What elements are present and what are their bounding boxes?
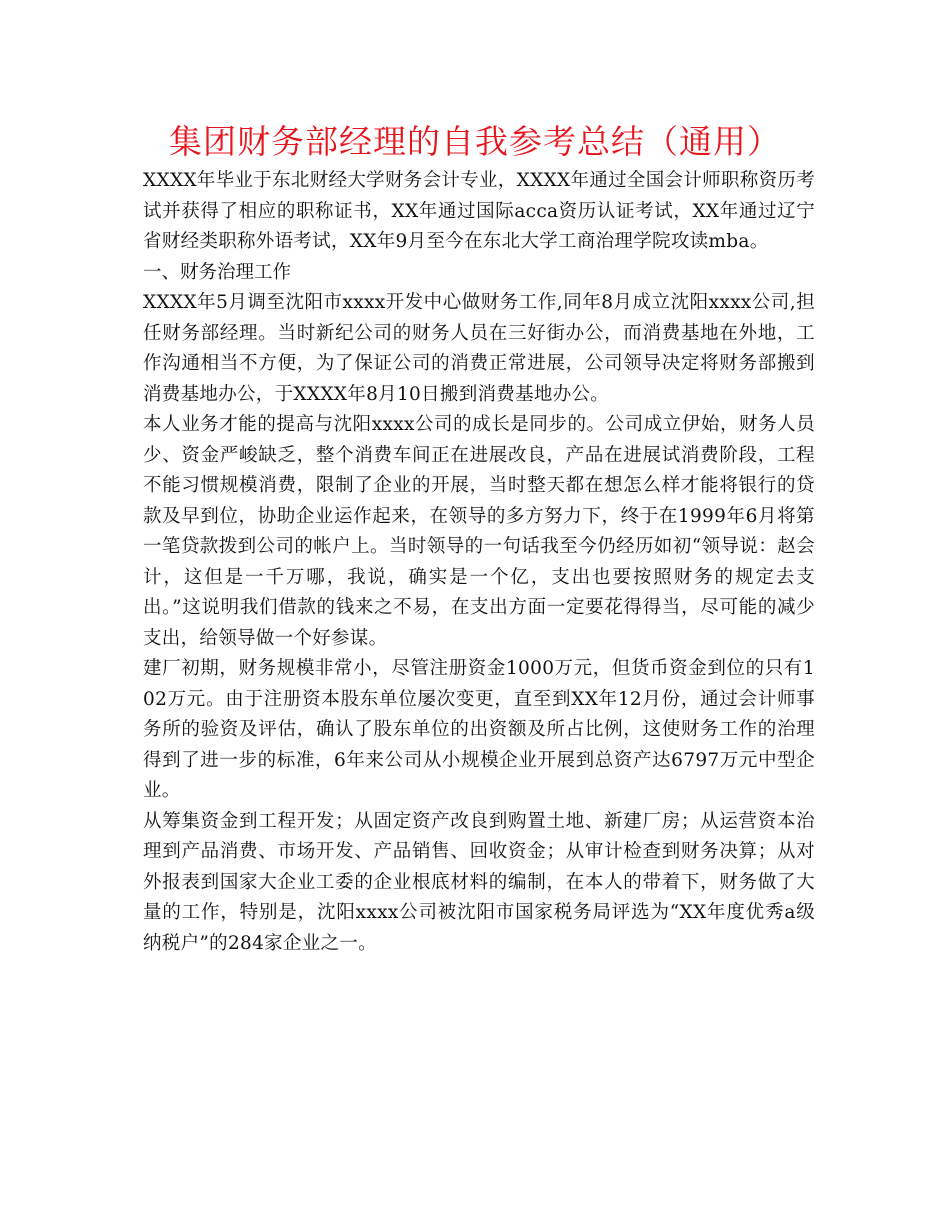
paragraph-achievements: 从筹集资金到工程开发；从固定资产改良到购置土地、新建厂房；从运营资本治理到产品消费、市场开发、产品销售、回收资金；从审计检查到财务决算；从对外报表到国家大企业工委的企业根底材料的编制，在本人的带着下，财务做了大量的工作，特别是，沈阳xxxx公司被沈阳市国家税务局评选为“XX年度优秀a级纳税户”的284家企业之一。 (143, 810, 815, 954)
document-body (143, 166, 815, 959)
section-heading-finance-management: 一、财务治理工作 (143, 261, 292, 283)
paragraph-education: XXXX年毕业于东北财经大学财务会计专业，XXXX年通过全国会计师职称资历考试并获得了相应的职称证书，XX年通过国际acca资历认证考试，XX年通过辽宁省财经类职称外语考试，XX年9月至今在东北大学工商治理学院攻读mba。 (143, 170, 815, 252)
paragraph-growth: 本人业务才能的提高与沈阳xxxx公司的成长是同步的。公司成立伊始，财务人员少、资金严峻缺乏，整个消费车间正在进展改良，产品在进展试消费阶段，工程不能习惯规模消费，限制了企业的开展，当时整天都在想怎么样才能将银行的贷款及早到位，协助企业运作起来，在领导的多方努力下，终于在1999年6月将第一笔贷款拨到公司的帐户上。当时领导的一句话我至今仍经历如初“领导说：赵会计，这但是一千万哪，我说，确实是一个亿，支出也要按照财务的规定去支出。”这说明我们借款的钱来之不易，在支出方面一定要花得得当，尽可能的减少支出，给领导做一个好参谋。 (143, 414, 815, 649)
document-title: 集团财务部经理的自我参考总结（通用） (169, 122, 781, 161)
paragraph-early-stage: 建厂初期，财务规模非常小，尽管注册资金1000万元，但货币资金到位的只有102万元。由于注册资本股东单位屡次变更，直至到XX年12月份，通过会计师事务所的验资及评估，确认了股东单位的出资额及所占比例，这使财务工作的治理得到了进一步的标准，6年来公司从小规模企业开展到总资产达6797万元中型企业。 (143, 658, 815, 801)
paragraph-transfer: XXXX年5月调至沈阳市xxxx开发中心做财务工作,同年8月成立沈阳xxxx公司,担任财务部经理。当时新纪公司的财务人员在三好街办公，而消费基地在外地，工作沟通相当不方便，为了保证公司的消费正常进展，公司领导决定将财务部搬到消费基地办公，于XXXX年8月10日搬到消费基地办公。 (143, 292, 815, 405)
